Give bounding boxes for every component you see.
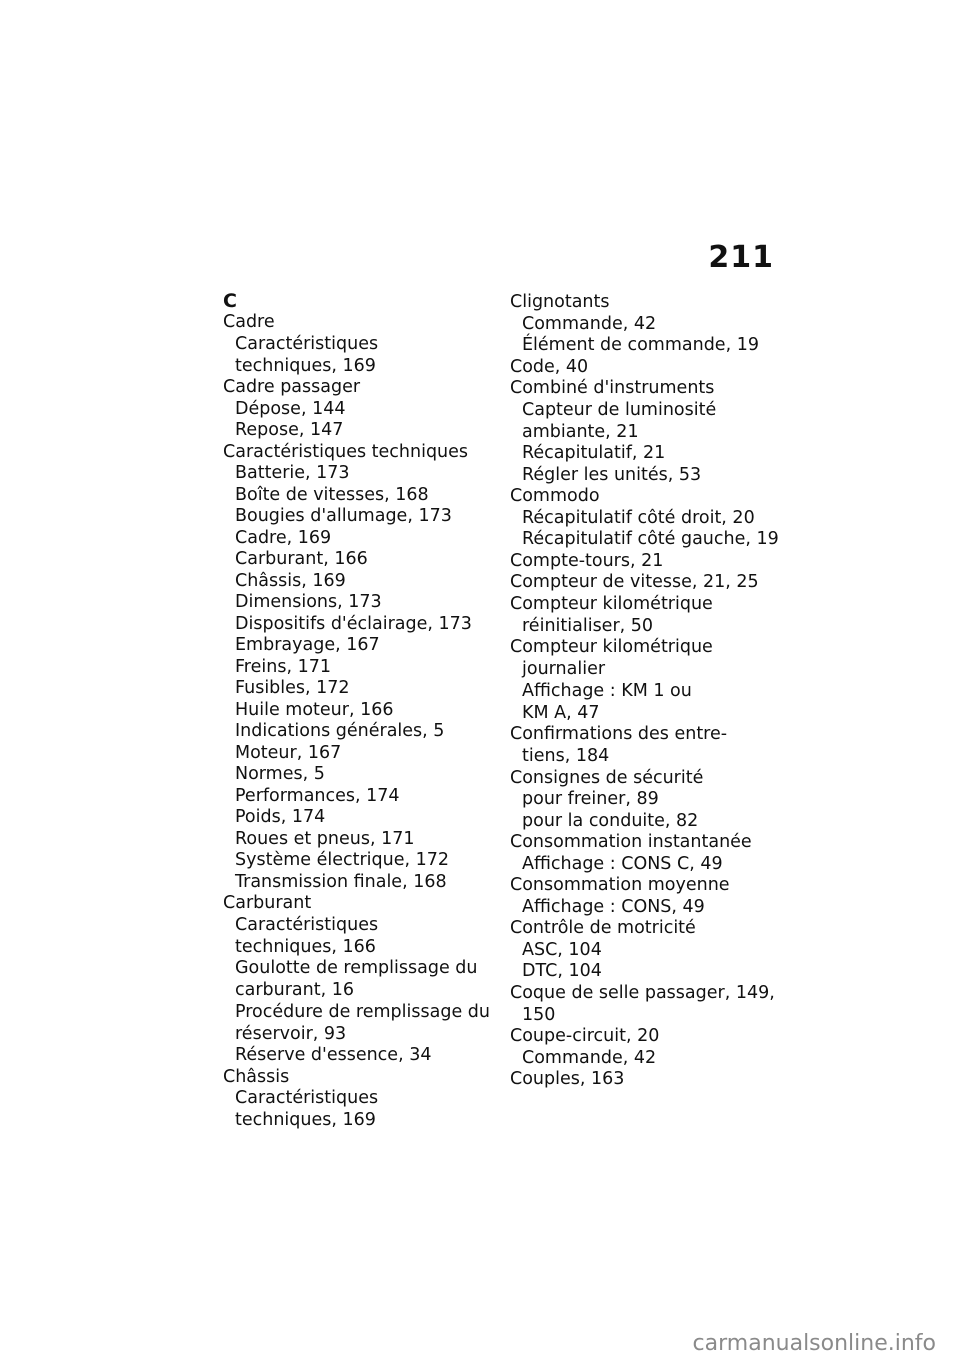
index-subentry	[510, 335, 780, 356]
index-column-left	[223, 292, 493, 1132]
index-entry	[510, 572, 780, 593]
index-line: Carburant, 166	[235, 549, 368, 569]
index-line: Compteur kilométrique	[510, 637, 713, 657]
index-line: Châssis	[223, 1066, 290, 1087]
index-line: Transmission finale, 168	[235, 871, 447, 892]
index-entry	[510, 768, 780, 789]
index-line: Récapitulatif côté droit, 20	[522, 507, 755, 528]
index-entry	[223, 377, 493, 398]
index-column-right	[510, 292, 780, 1091]
index-entry	[510, 832, 780, 853]
right-entries	[510, 292, 780, 1090]
index-line: Fusibles, 172	[235, 678, 350, 698]
index-subentry	[223, 549, 493, 570]
index-line: Caractéristiques	[235, 914, 379, 935]
index-entry	[510, 918, 780, 939]
index-line: Affichage : CONS C, 49	[522, 853, 723, 874]
index-line: Huile moteur, 166	[235, 699, 394, 720]
index-line: Compte-tours, 21	[510, 550, 664, 571]
index-entry	[510, 486, 780, 507]
index-entry	[510, 378, 780, 399]
index-entry	[510, 875, 780, 896]
index-line: Moteur, 167	[235, 742, 342, 763]
index-subentry	[510, 508, 780, 529]
index-line: Compteur kilométrique	[510, 593, 713, 614]
index-subentry	[510, 681, 780, 724]
index-subentry	[510, 443, 780, 464]
index-line: Affichage : CONS, 49	[522, 896, 705, 917]
index-entry	[223, 442, 493, 463]
index-line: Repose, 147	[235, 420, 344, 440]
index-subentry	[223, 700, 493, 721]
index-line: Coque de selle passager, 149,	[510, 982, 775, 1003]
index-line: Couples, 163	[510, 1069, 625, 1089]
index-subentry	[223, 721, 493, 742]
index-line: Confirmations des entre-	[510, 724, 728, 744]
index-subentry	[223, 850, 493, 871]
index-line: 150	[522, 1004, 556, 1025]
index-subentry	[223, 829, 493, 850]
index-line: journalier	[522, 659, 606, 679]
index-entry	[510, 1026, 780, 1047]
index-line: ASC, 104	[522, 939, 602, 960]
index-line: Dépose, 144	[235, 398, 346, 419]
index-subentry	[223, 1088, 493, 1131]
index-subentry	[510, 789, 780, 810]
index-subentry	[223, 1045, 493, 1066]
index-line: Boîte de vitesses, 168	[235, 484, 429, 505]
index-subentry	[510, 529, 780, 550]
index-line: Indications générales, 5	[235, 721, 445, 741]
index-line: Caractéristiques	[235, 333, 379, 354]
index-line: Normes, 5	[235, 764, 325, 784]
index-line: Code, 40	[510, 356, 589, 377]
index-line: Récapitulatif, 21	[522, 443, 666, 463]
index-line: Récapitulatif côté gauche, 19	[522, 529, 779, 549]
index-line: Dispositifs d'éclairage, 173	[235, 613, 472, 634]
index-line: Combiné d'instruments	[510, 378, 715, 398]
index-subentry	[223, 399, 493, 420]
index-subentry	[223, 915, 493, 958]
index-line: Régler les unités, 53	[522, 464, 702, 485]
index-line: Élément de commande, 19	[522, 335, 759, 355]
index-subentry	[510, 961, 780, 982]
index-line: pour la conduite, 82	[522, 810, 699, 831]
index-entry	[510, 1069, 780, 1090]
index-entry	[510, 637, 780, 680]
index-line: pour freiner, 89	[522, 789, 659, 809]
index-line: Compteur de vitesse, 21, 25	[510, 572, 759, 592]
index-line: Poids, 174	[235, 807, 326, 827]
left-entries	[223, 312, 493, 1131]
index-entry	[510, 292, 780, 313]
index-line: Embrayage, 167	[235, 635, 380, 655]
index-line: Clignotants	[510, 292, 610, 312]
watermark-footer: carmanualsonline.info	[692, 1331, 936, 1356]
index-line: Freins, 171	[235, 656, 331, 677]
index-line: techniques, 169	[235, 1110, 376, 1130]
index-subentry	[510, 465, 780, 486]
index-line: Cadre passager	[223, 377, 361, 397]
index-subentry	[510, 854, 780, 875]
index-subentry	[223, 463, 493, 484]
index-line: ambiante, 21	[522, 421, 639, 442]
index-subentry	[223, 635, 493, 656]
index-line: Consommation moyenne	[510, 875, 730, 895]
index-line: Roues et pneus, 171	[235, 828, 415, 849]
index-line: Dimensions, 173	[235, 592, 382, 612]
index-subentry	[223, 420, 493, 441]
index-subentry	[223, 334, 493, 377]
index-subentry	[223, 528, 493, 549]
index-subentry	[223, 743, 493, 764]
index-line: Affichage : KM 1 ou	[522, 680, 692, 701]
index-line: Commodo	[510, 486, 600, 506]
index-subentry	[510, 940, 780, 961]
index-entry	[510, 357, 780, 378]
index-entry	[510, 724, 780, 767]
index-subentry	[223, 678, 493, 699]
index-line: techniques, 169	[235, 355, 376, 376]
index-line: Contrôle de motricité	[510, 918, 696, 938]
index-entry	[510, 551, 780, 572]
index-subentry	[223, 485, 493, 506]
page-number: 211	[708, 240, 774, 275]
index-subentry	[223, 592, 493, 613]
index-subentry	[223, 506, 493, 527]
index-line: Système électrique, 172	[235, 850, 450, 870]
index-line: Réserve d'essence, 34	[235, 1045, 432, 1065]
index-subentry	[510, 811, 780, 832]
index-entry	[223, 893, 493, 914]
index-line: Bougies d'allumage, 173	[235, 506, 452, 526]
index-line: Carburant	[223, 893, 312, 913]
index-subentry	[223, 571, 493, 592]
section-letter: C	[223, 290, 237, 312]
index-subentry	[223, 807, 493, 828]
index-line: Commande, 42	[522, 1047, 657, 1068]
index-line: KM A, 47	[522, 702, 600, 723]
index-line: Performances, 174	[235, 785, 400, 806]
index-line: Consommation instantanée	[510, 832, 752, 852]
index-line: Goulotte de remplissage du	[235, 958, 478, 978]
index-line: réservoir, 93	[235, 1023, 347, 1044]
index-line: carburant, 16	[235, 980, 355, 1000]
index-entry	[223, 312, 493, 333]
index-line: Cadre, 169	[235, 527, 332, 548]
index-line: réinitialiser, 50	[522, 615, 654, 636]
index-line: techniques, 166	[235, 936, 376, 957]
index-subentry	[223, 614, 493, 635]
index-subentry	[223, 764, 493, 785]
index-line: Cadre	[223, 312, 275, 332]
index-line: Commande, 42	[522, 313, 657, 334]
index-entry	[510, 983, 780, 1026]
index-subentry	[223, 1002, 493, 1045]
index-subentry	[223, 958, 493, 1001]
index-subentry	[223, 872, 493, 893]
index-line: Batterie, 173	[235, 463, 350, 483]
index-entry	[223, 1067, 493, 1088]
index-subentry	[510, 400, 780, 443]
index-line: Caractéristiques techniques	[223, 441, 469, 462]
index-line: Coupe-circuit, 20	[510, 1026, 660, 1046]
index-line: Capteur de luminosité	[522, 399, 717, 420]
index-subentry	[510, 897, 780, 918]
index-subentry	[510, 314, 780, 335]
index-subentry	[510, 1048, 780, 1069]
index-line: Caractéristiques	[235, 1088, 379, 1108]
index-line: Consignes de sécurité	[510, 767, 704, 788]
index-entry	[510, 594, 780, 637]
index-line: DTC, 104	[522, 961, 602, 981]
index-line: Châssis, 169	[235, 570, 346, 591]
index-line: Procédure de remplissage du	[235, 1001, 490, 1022]
index-subentry	[223, 786, 493, 807]
index-subentry	[223, 657, 493, 678]
index-line: tiens, 184	[522, 746, 610, 766]
